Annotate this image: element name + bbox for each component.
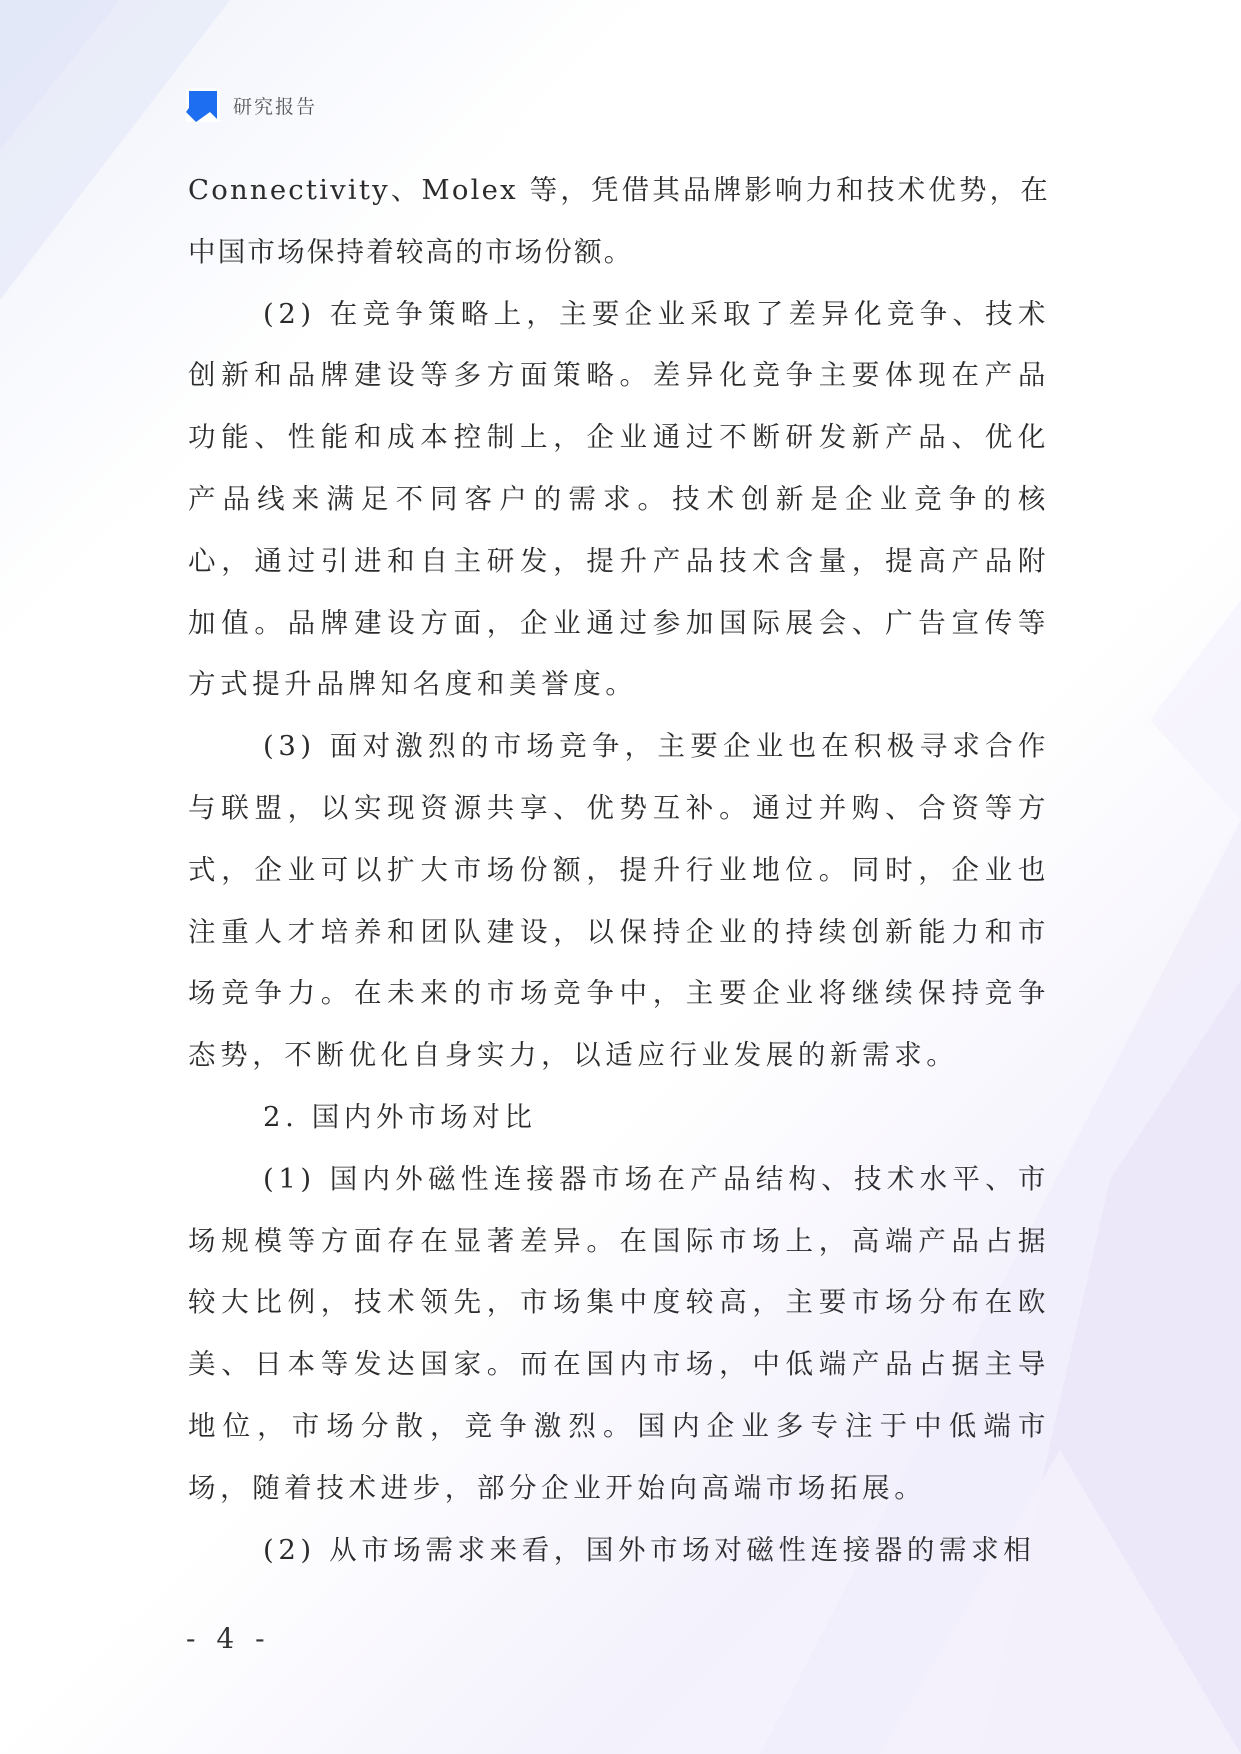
paragraph: (2) 从市场需求来看，国外市场对磁性连接器的需求相 xyxy=(263,1533,1036,1566)
arrow-up-right-icon xyxy=(186,88,220,122)
paragraph: Connectivity、Molex 等，凭借其品牌影响力和技术优势，在中国市场保持着较高的市场份额。 xyxy=(188,174,1050,268)
header xyxy=(186,88,317,122)
paragraph: (3) 面对激烈的市场竞争，主要企业也在积极寻求合作与联盟，以实现资源共享、优势互补。通过并购、合资等方式，企业可以扩大市场份额，提升行业地位。同时，企业也注重人才培养和团队建设，以保持企业的持续创新能力和市场竞争力。在未来的市场竞争中，主要企业将继续保持竞争态势，不断优化自身实力，以适应行业发展的新需求。 xyxy=(188,730,1050,1072)
paragraph: (1) 国内外磁性连接器市场在产品结构、技术水平、市场规模等方面存在显著差异。在国际市场上，高端产品占据较大比例，技术领先，市场集中度较高，主要市场分布在欧美、日本等发达国家。而在国内市场，中低端产品占据主导地位，市场分散，竞争激烈。国内企业多专注于中低端市场，随着技术进步，部分企业开始向高端市场拓展。 xyxy=(188,1162,1050,1504)
section-heading: 2. 国内外市场对比 xyxy=(263,1100,537,1133)
paragraph: (2) 在竞争策略上，主要企业采取了差异化竞争、技术创新和品牌建设等多方面策略。差异化竞争主要体现在产品功能、性能和成本控制上，企业通过不断研发新产品、优化产品线来满足不同客户的需求。技术创新是企业竞争的核心，通过引进和自主研发，提升产品技术含量，提高产品附加值。品牌建设方面，企业通过参加国际展会、广告宣传等方式提升品牌知名度和美誉度。 xyxy=(188,297,1050,701)
page-number: - 4 - xyxy=(186,1622,271,1655)
header-title: 研究报告 xyxy=(233,95,318,118)
body-text xyxy=(188,160,1050,1581)
